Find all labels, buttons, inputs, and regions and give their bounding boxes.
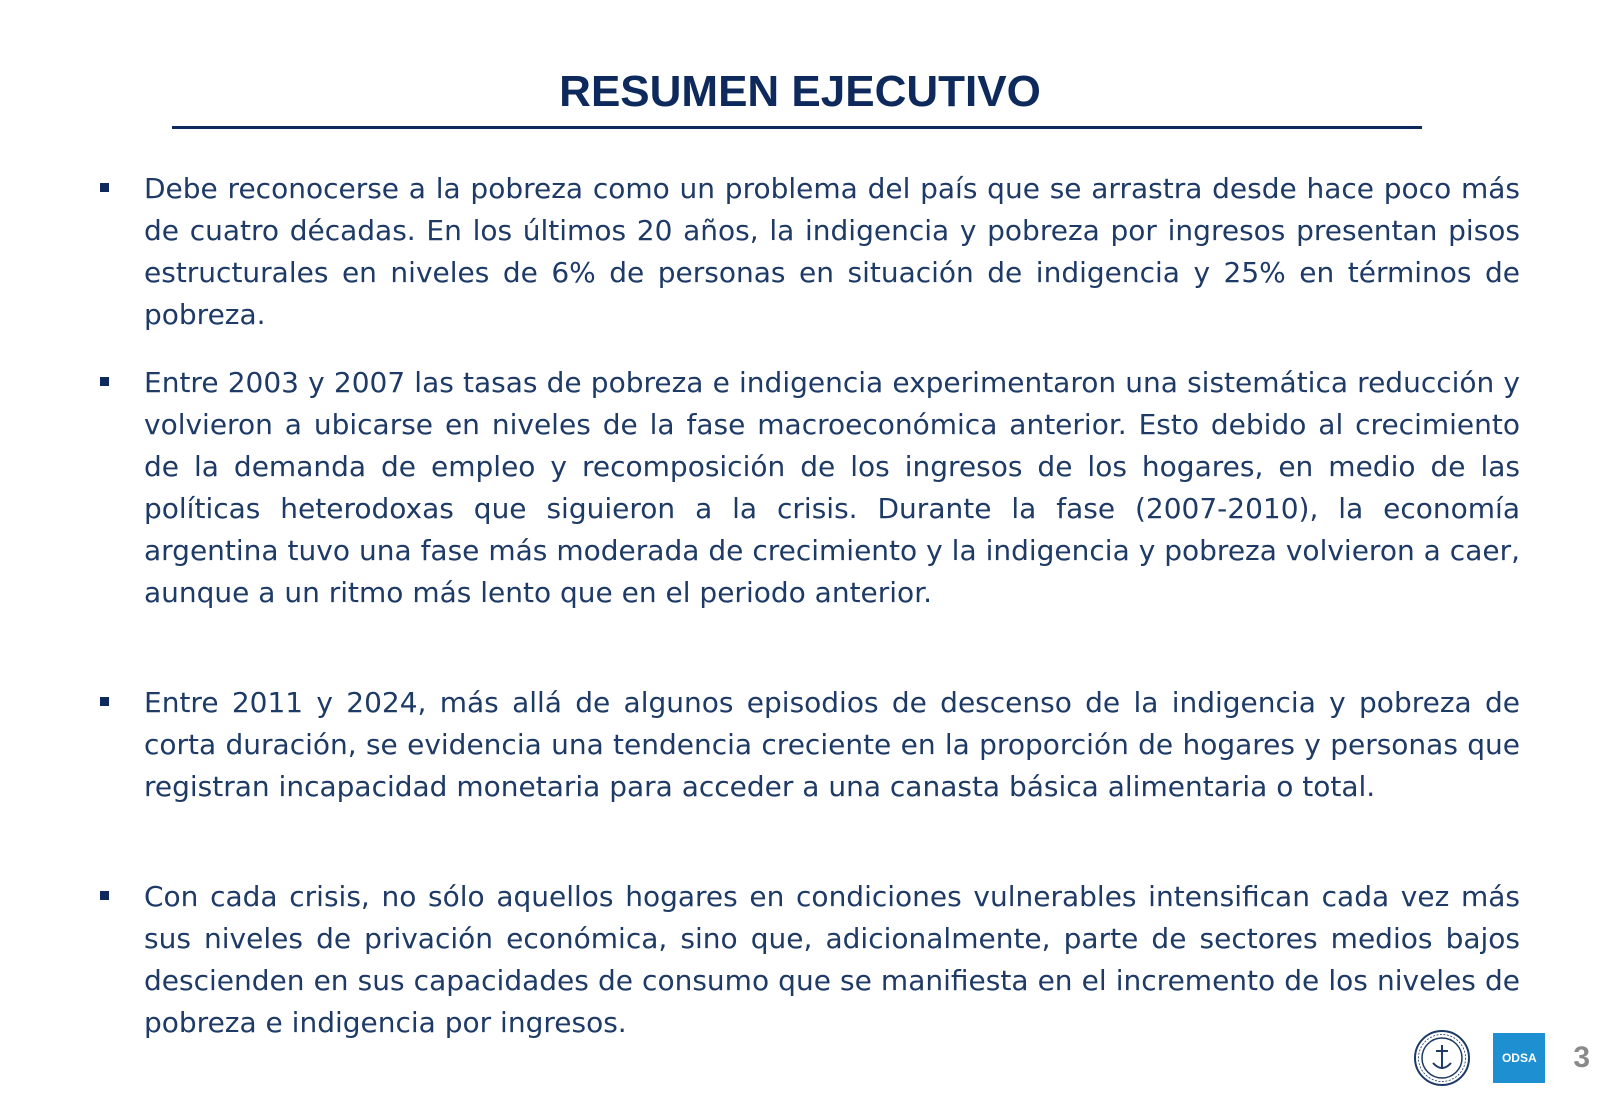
bullet-text: Debe reconocerse a la pobreza como un problema del país que se arrastra desde hace poco más de cuatro décadas. En los últimos 20 años, la indigencia y pobreza por ingresos presentan pisos estructurales en niveles de 6% de personas en situación de indigencia y 25% en términos de pobreza. — [144, 172, 1520, 331]
bullet-item — [100, 168, 1520, 362]
bullet-text: Entre 2003 y 2007 las tasas de pobreza e indigencia experimentaron una sistemática reducción y volvieron a ubicarse en niveles de la fase macroeconómica anterior. Esto debido al crecimiento de la demanda de empleo y recomposición de los ingresos de los hogares, en medio de las políticas heterodoxas que siguieron a la crisis. Durante la fase (2007-2010), la economía argentina tuvo una fase más moderada de crecimiento y la indigencia y pobreza volvieron a caer, aunque a un ritmo más lento que en el periodo anterior. — [144, 366, 1520, 609]
bullet-text: Con cada crisis, no sólo aquellos hogares en condiciones vulnerables intensifican cada vez más sus niveles de privación económica, sino que, adicionalmente, parte de sectores medios bajos descienden en sus capacidades de consumo que se manifiesta en el incremento de los niveles de pobreza e indigencia por ingresos. — [144, 880, 1520, 1039]
bullet-list — [100, 168, 1520, 1044]
slide-footer — [1413, 1026, 1590, 1090]
bullet-item — [100, 362, 1520, 682]
page-number: 3 — [1573, 1041, 1590, 1074]
university-seal-icon — [1413, 1029, 1471, 1087]
title-divider — [172, 126, 1422, 129]
slide-title: RESUMEN EJECUTIVO — [559, 67, 1041, 116]
bullet-item — [100, 876, 1520, 1044]
square-bullet-icon — [100, 697, 109, 706]
bullet-text: Entre 2011 y 2024, más allá de algunos episodios de descenso de la indigencia y pobreza de corta duración, se evidencia una tendencia creciente en la proporción de hogares y personas que registran incapacidad monetaria para acceder a una canasta básica alimentaria o total. — [144, 686, 1520, 803]
bullet-item — [100, 682, 1520, 876]
square-bullet-icon — [100, 891, 109, 900]
square-bullet-icon — [100, 377, 109, 386]
odsa-logo: ODSA — [1493, 1033, 1545, 1083]
square-bullet-icon — [100, 183, 109, 192]
